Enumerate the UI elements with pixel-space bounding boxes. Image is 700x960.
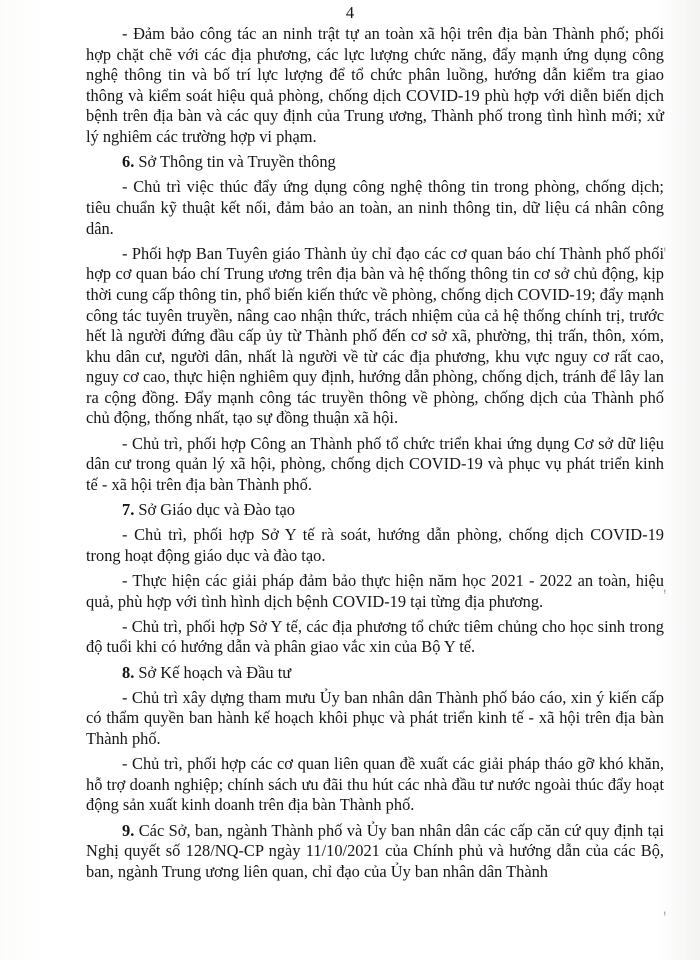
section-number: 8. <box>122 662 135 682</box>
paragraph-press-coordination: - Phối hợp Ban Tuyên giáo Thành ủy chỉ đạo các cơ quan báo chí Thành phố phối hợp cơ quan báo chí Trung ương trên địa bàn và hệ thống thông tin cơ sở chủ động, kịp thời cung cấp thông tin, phổ biến kiến thức về phòng, chống dịch COVID-19; đẩy mạnh công tác tuyên truyền, nâng cao nhận thức, trách nhiệm của cả hệ thống chính trị, trước hết là người đứng đầu cấp ủy từ Thành phố đến cơ sở xã, phường, thị trấn, thôn, xóm, khu dân cư, người dân, nhất là người về từ các địa phương, khu vực nguy cơ rất cao, nguy cơ cao, thực hiện nghiêm quy định, hướng dẫn phòng, chống dịch, tránh để lây lan ra cộng đồng. Đẩy mạnh công tác truyền thông về phòng, chống dịch của Thành phố chủ động, thống nhất, tạo sự đồng thuận xã hội. <box>86 243 664 428</box>
paragraph-it-application: - Chủ trì việc thúc đẩy ứng dụng công nghệ thông tin trong phòng, chống dịch; tiêu chuẩn kỹ thuật kết nối, đảm bảo an toàn, an ninh thông tin, dữ liệu cá nhân công dân. <box>86 177 664 238</box>
paragraph-business-support: - Chủ trì, phối hợp các cơ quan liên quan đề xuất các giải pháp tháo gỡ khó khăn, hỗ trợ doanh nghiệp; chính sách ưu đãi thu hút các nhà đầu tư nước ngoài thúc đẩy hoạt động sản xuất kinh doanh trên địa bàn Thành phố. <box>86 754 664 815</box>
paragraph-security-order: - Đảm bảo công tác an ninh trật tự an toàn xã hội trên địa bàn Thành phố; phối hợp chặt chẽ với các địa phương, các lực lượng chức năng, đẩy mạnh ứng dụng công nghệ thông tin và bố trí lực lượng để tổ chức phân luồng, hướng dẫn kiểm tra giao thông và kiểm soát hiệu quả phòng, chống dịch COVID-19 phù hợp với diễn biến dịch bệnh trên địa bàn và các quy định của Trung ương, Thành phố trong tình hình mới; xử lý nghiêm các trường hợp vi phạm. <box>86 24 664 146</box>
margin-tick-mark: ᵎ <box>664 246 666 257</box>
paragraph-item-9 <box>86 821 664 883</box>
paragraph-population-database: - Chủ trì, phối hợp Công an Thành phố tổ chức triển khai ứng dụng Cơ sở dữ liệu dân cư trong quản lý xã hội, phòng, chống dịch COVID-19 và phục vụ phát triển kinh tế - xã hội trên địa bàn Thành phố. <box>86 433 664 494</box>
section-number: 6. <box>122 152 135 172</box>
section-title: Sở Giáo dục và Đào tạo <box>138 500 296 520</box>
margin-tick-mark: ᵎ <box>664 588 666 599</box>
page-number: 4 <box>345 3 355 22</box>
paragraph-education-guidance: - Chủ trì, phối hợp Sở Y tế rà soát, hướng dẫn phòng, chống dịch COVID-19 trong hoạt động giáo dục và đào tạo. <box>86 525 664 565</box>
section-title: Sở Thông tin và Truyền thông <box>138 152 336 172</box>
section-heading-7 <box>86 500 664 521</box>
paragraph-recovery-plan: - Chủ trì xây dựng tham mưu Ủy ban nhân dân Thành phố báo cáo, xin ý kiến cấp có thẩm quyền ban hành kế hoạch khôi phục và phát triển kinh tế - xã hội trên địa bàn Thành phố. <box>86 687 664 748</box>
section-heading-6 <box>86 152 664 173</box>
section-number: 7. <box>122 500 135 520</box>
section-heading-8 <box>86 663 664 684</box>
item-text: Các Sở, ban, ngành Thành phố và Ủy ban nhân dân các cấp căn cứ quy định tại Nghị quyết số 128/NQ-CP ngày 11/10/2021 của Chính phủ và hướng dẫn của các Bộ, ban, ngành Trung ương liên quan, chỉ đạo của Ủy ban nhân dân Thành <box>86 820 664 881</box>
item-number: 9. <box>122 820 135 840</box>
paragraph-student-vaccination: - Chủ trì, phối hợp Sở Y tế, các địa phương tổ chức tiêm chủng cho học sinh trong độ tuổi khi có hướng dẫn và phân giao vắc xin của Bộ Y tế. <box>86 616 664 657</box>
margin-tick-mark: ᵎ <box>664 910 666 921</box>
paragraph-school-year: - Thực hiện các giải pháp đảm bảo thực hiện năm học 2021 - 2022 an toàn, hiệu quả, phù hợp với tình hình dịch bệnh COVID-19 tại từng địa phương. <box>86 571 664 611</box>
section-title: Sở Kế hoạch và Đầu tư <box>138 662 292 682</box>
document-body <box>86 24 664 887</box>
